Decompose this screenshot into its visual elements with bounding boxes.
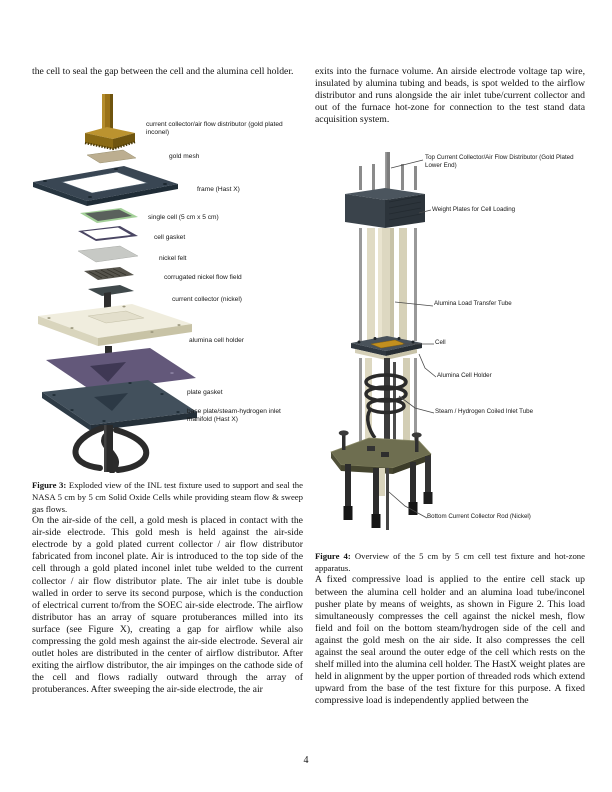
- left-body-paragraph: On the air-side of the cell, a gold mesh is placed in contact with the air-side electrode. This gold mesh is held against the air-side electrode by a gold plated current collector / air flow distributor fabricated from inconel plate. Air is introduced to the top side of the cell through a gold plated inconel inlet tube welded to the current collector / air flow distributor plate. The air inlet tube is double walled in order to serve its second purpose, which is the conduction of electrical current to/from the SOEC air-side electrode. The airflow distributor has an array of square protuberances milled into its surface (see Figure X), creating a gap for airflow while also compressing the gold mesh against the air-side electrode. Several air outlet holes are distributed in the center of airflow distributor. After exiting the airflow distributor, the air impinges on the cathode side of the cell and flows radially outward through the array of protuberances. After sweeping the air-side electrode, the air: [32, 515, 303, 696]
- figure4-label-weight-plates: Weight Plates for Cell Loading: [432, 206, 516, 214]
- figure3-illustration: [32, 94, 303, 473]
- figure4-caption-text: Overview of the 5 cm by 5 cm cell test fixture and hot-zone apparatus.: [315, 551, 586, 574]
- figure4-caption-label: Figure 4:: [315, 551, 351, 562]
- threaded-rods-top-shape: [359, 152, 417, 190]
- figure4-label-cell: Cell: [435, 339, 446, 347]
- figure3-label-current-collector-air-flow-distributor: current collector/air flow distributor (gold plated inconel): [146, 121, 283, 136]
- figure3-label-base-plate: base plate/steam-hydrogen inlet manifold (Hast X): [187, 408, 281, 423]
- right-body-paragraph: A fixed compressive load is applied to the entire cell stack up between the alumina cell holder and an alumina load tube/inconel pusher plate by means of weights, as shown in Figure 2. This load simultaneously compresses the cell against the nickel mesh, flow field and foil on the bottom steam/hydrogen side of the cell and against the gold mesh on the air side. It also compresses the cell against the seal around the outer edge of the cell which rests on the shelf milled into the alumina cell holder. The HastX weight plates are held in alignment by the upper portion of threaded rods which extend upward from the base of the test fixture for this purpose. A fixed compressive load is independently applied between the: [315, 574, 585, 707]
- figure3-label-plate-gasket: plate gasket: [187, 389, 223, 397]
- figure4-label-alumina-load-tube: Alumina Load Transfer Tube: [434, 300, 512, 308]
- figure3-label-alumina-cell-holder: alumina cell holder: [189, 337, 244, 345]
- left-column: [32, 66, 303, 697]
- figure3-label-frame: frame (Hast X): [197, 186, 240, 194]
- gold-mesh-shape: [87, 150, 136, 163]
- figure3-label-cell-gasket: cell gasket: [154, 234, 186, 242]
- page-number: 4: [303, 755, 309, 766]
- figure3-caption-label: Figure 3:: [32, 480, 67, 491]
- left-intro-paragraph: the cell to seal the gap between the cell and the alumina cell holder.: [32, 66, 294, 77]
- figure4-label-alumina-cell-holder: Alumina Cell Holder: [437, 372, 492, 380]
- rods-mid-shape: [359, 228, 417, 342]
- cell-gasket-shape: [78, 226, 138, 241]
- right-column: [315, 66, 585, 708]
- figure3-label-nickel-felt: nickel felt: [159, 255, 187, 263]
- nickel-felt-shape: [78, 246, 138, 262]
- figure3-caption-text: Exploded view of the INL test fixture used to support and seal the NASA 5 cm by 5 cm Solid Oxide Cells while providing steam flow & sweep gas flows.: [32, 480, 304, 515]
- weight-plates-shape: [345, 188, 425, 228]
- figure4-label-coiled-inlet-tube: Steam / Hydrogen Coiled Inlet Tube: [435, 408, 534, 416]
- figure3-label-corrugated-flow-field: corrugated nickel flow field: [164, 274, 242, 282]
- figure3-label-current-collector-nickel: current collector (nickel): [172, 296, 242, 304]
- figure3-label-gold-mesh: gold mesh: [169, 153, 200, 161]
- gold-collector-shape: [85, 94, 135, 149]
- figure4-label-top-current-collector: Top Current Collector/Air Flow Distributor (Gold Plated Lower End): [425, 154, 574, 169]
- figure4-caption: [315, 550, 585, 574]
- corrugated-flow-field-shape: [84, 267, 134, 280]
- base-plate-shape: [42, 380, 197, 431]
- figure4-label-bottom-current-collector-rod: Bottom Current Collector Rod (Nickel): [427, 513, 531, 521]
- frame-shape: [33, 166, 178, 206]
- single-cell-shape: [80, 208, 138, 223]
- figure3-label-single-cell: single cell (5 cm x 5 cm): [148, 214, 219, 222]
- figure3-caption: [32, 479, 303, 515]
- right-intro-paragraph: exits into the furnace volume. An airside electrode voltage tap wire, insulated by alumina tubing and beads, is spot welded to the airflow distributor and runs alongside the air inlet tube/current collector and out of the furnace hot-zone for connection to the test stand data acquisition system.: [315, 66, 585, 126]
- bottom-current-collector-rod-shape: [386, 468, 389, 530]
- figure4-illustration: [315, 146, 585, 544]
